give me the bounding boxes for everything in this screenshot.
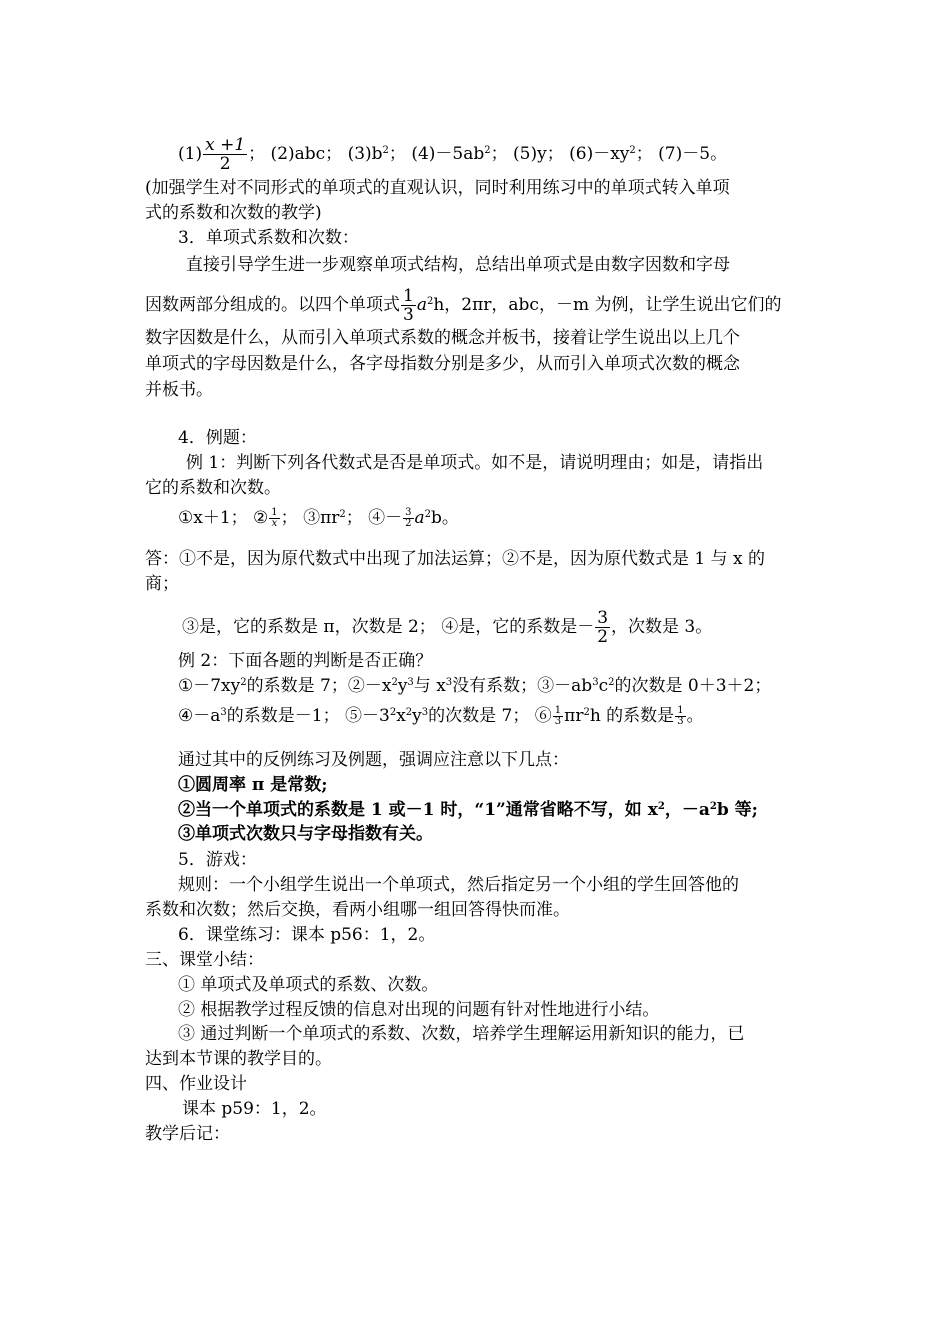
fraction-denominator: 2 xyxy=(405,518,412,529)
fraction xyxy=(595,609,610,646)
sec3-line-2 xyxy=(145,287,781,324)
exponent: 2 xyxy=(608,677,615,688)
emphasis-point-2 xyxy=(178,798,758,822)
section-6: 6．课堂练习：课本 p56：1，2。 xyxy=(178,925,436,945)
homework: 课本 p59：1，2。 xyxy=(182,1099,327,1119)
example-2-line-1 xyxy=(178,674,771,698)
fraction-numerator: x +1 xyxy=(205,135,246,155)
fraction xyxy=(403,508,413,529)
exponent: 2 xyxy=(424,509,432,520)
emphasis-intro: 通过其中的反例练习及例题，强调应注意以下几点： xyxy=(178,750,569,770)
emphasis-point-3: ③单项式次数只与字母指数有关。 xyxy=(178,824,433,844)
fraction xyxy=(401,287,416,324)
item-label: (1) xyxy=(178,144,203,164)
text: ，－a xyxy=(664,800,710,820)
fraction-denominator: 2 xyxy=(597,627,609,647)
summary-1: ① 单项式及单项式的系数、次数。 xyxy=(178,975,439,995)
text: ①－7xy xyxy=(178,676,241,696)
text: ； ③πr xyxy=(280,508,340,528)
exponent: 3 xyxy=(592,677,599,688)
sec5-line-1: 规则：一个小组学生说出一个单项式，然后指定另一个小组的学生回答他的 xyxy=(178,875,739,895)
text: ②当一个单项式的系数是 1 或－1 时，“1”通常省略不写，如 x xyxy=(178,800,658,820)
fraction xyxy=(553,706,563,727)
exponent: 2 xyxy=(709,801,717,812)
example-1-line-2: 它的系数和次数。 xyxy=(145,478,281,498)
fraction-numerator: 3 xyxy=(405,507,412,518)
text: ④－a xyxy=(178,706,221,726)
example-1-items xyxy=(178,506,459,530)
sec3-line-3: 数字因数是什么，从而引入单项式系数的概念并板书，接着让学生说出以上几个 xyxy=(145,328,740,348)
summary-2: ② 根据教学过程反馈的信息对出现的问题有针对性地进行小结。 xyxy=(178,1000,660,1020)
fraction-numerator: 1 xyxy=(677,705,684,716)
afterword: 教学后记： xyxy=(145,1124,230,1144)
sec3-line-1: 直接引导学生进一步观察单项式结构，总结出单项式是由数字因数和字母 xyxy=(186,255,730,275)
exponent: 2 xyxy=(339,509,346,520)
text: c xyxy=(598,676,609,696)
text: x xyxy=(396,706,406,726)
text: ； (7)－5。 xyxy=(635,144,728,164)
fraction-numerator: 1 xyxy=(271,507,278,518)
part-4-title: 四、作业设计 xyxy=(145,1074,247,1094)
exponent: 2 xyxy=(657,801,665,812)
text: y xyxy=(412,706,422,726)
text: πr xyxy=(564,706,584,726)
text: 没有系数；③－ab xyxy=(452,676,593,696)
text: ； (5)y； (6)－xy xyxy=(490,144,630,164)
fraction xyxy=(203,136,247,173)
fraction-denominator: x xyxy=(271,518,278,529)
sec3-line-5: 并板书。 xyxy=(145,380,213,400)
sec3-line-4: 单项式的字母因数是什么，各字母指数分别是多少，从而引入单项式次数的概念 xyxy=(145,354,740,374)
text: 的次数是 0＋3＋2； xyxy=(614,676,772,696)
sec5-line-2: 系数和次数；然后交换，看两小组哪一组回答得快而准。 xyxy=(145,900,570,920)
exponent: 2 xyxy=(389,707,397,718)
text: ③是，它的系数是 π，次数是 2； ④是，它的系数是－ xyxy=(182,617,595,637)
example-2-line-2 xyxy=(178,704,704,728)
text: a xyxy=(414,508,425,528)
fraction-denominator: 3 xyxy=(554,716,562,727)
text: 。 xyxy=(686,706,704,726)
example-list xyxy=(178,136,727,173)
fraction xyxy=(269,508,279,529)
text: h 的系数是 xyxy=(589,706,675,726)
exponent: 2 xyxy=(405,707,413,718)
fraction-denominator: 2 xyxy=(219,154,231,174)
text: ； ④－ xyxy=(345,508,403,528)
answer-line-2: 商； xyxy=(145,574,179,594)
fraction xyxy=(675,706,685,727)
text: a xyxy=(416,295,427,315)
fraction-numerator: 1 xyxy=(554,705,562,716)
text: ； (4)－5ab xyxy=(388,144,485,164)
exponent: 2 xyxy=(391,677,398,688)
text: ①x＋1； ② xyxy=(178,508,269,528)
answer-line-1: 答：①不是，因为原代数式中出现了加法运算；②不是，因为原代数式是 1 与 x 的 xyxy=(145,549,766,569)
emphasis-point-1: ①圆周率 π 是常数; xyxy=(178,775,328,795)
exponent: 2 xyxy=(484,145,491,156)
exponent: 2 xyxy=(583,707,590,718)
text: ； (2)abc； (3)b xyxy=(248,144,383,164)
fraction-denominator: 3 xyxy=(403,305,414,325)
fraction-denominator: 3 xyxy=(677,716,684,727)
text: 的系数是－1； ⑤－3 xyxy=(226,706,390,726)
note-line-2: 式的系数和次数的教学) xyxy=(145,203,322,223)
exponent: 3 xyxy=(220,707,227,718)
text: y xyxy=(397,676,408,696)
exponent: 3 xyxy=(445,677,453,688)
text: ，次数是 3。 xyxy=(611,617,713,637)
summary-3-line-2: 达到本节课的教学目的。 xyxy=(145,1049,332,1069)
example-2-title: 例 2：下面各题的判断是否正确？ xyxy=(178,651,433,671)
summary-3-line-1: ③ 通过判断一个单项式的系数、次数，培养学生理解运用新知识的能力，已 xyxy=(178,1024,745,1044)
example-1-line-1: 例 1：判断下列各代数式是否是单项式。如不是，请说明理由；如是，请指出 xyxy=(186,453,764,473)
exponent: 2 xyxy=(240,677,247,688)
section-4-title: 4．例题： xyxy=(178,428,257,448)
note-line-1: (加强学生对不同形式的单项式的直观认识，同时利用练习中的单项式转入单项 xyxy=(145,178,730,198)
exponent: 2 xyxy=(382,145,389,156)
fraction-numerator: 3 xyxy=(597,608,609,628)
exponent: 3 xyxy=(407,677,414,688)
text: 因数两部分组成的。以四个单项式 xyxy=(145,295,400,315)
fraction-numerator: 1 xyxy=(403,286,414,306)
text: b 等; xyxy=(716,800,758,820)
exponent: 2 xyxy=(629,145,636,156)
text: b。 xyxy=(431,508,459,528)
text: h，2πr，abc，－m 为例，让学生说出它们的 xyxy=(433,295,782,315)
answer-line-3 xyxy=(182,609,712,646)
text: 与 x xyxy=(413,676,446,696)
text: 的系数是 7；②－x xyxy=(246,676,392,696)
section-5-title: 5．游戏： xyxy=(178,850,257,870)
exponent: 3 xyxy=(421,707,429,718)
exponent: 2 xyxy=(426,296,434,307)
text: 的次数是 7； ⑥ xyxy=(428,706,552,726)
part-3-title: 三、课堂小结： xyxy=(145,950,264,970)
section-3-title: 3．单项式系数和次数： xyxy=(178,228,359,248)
